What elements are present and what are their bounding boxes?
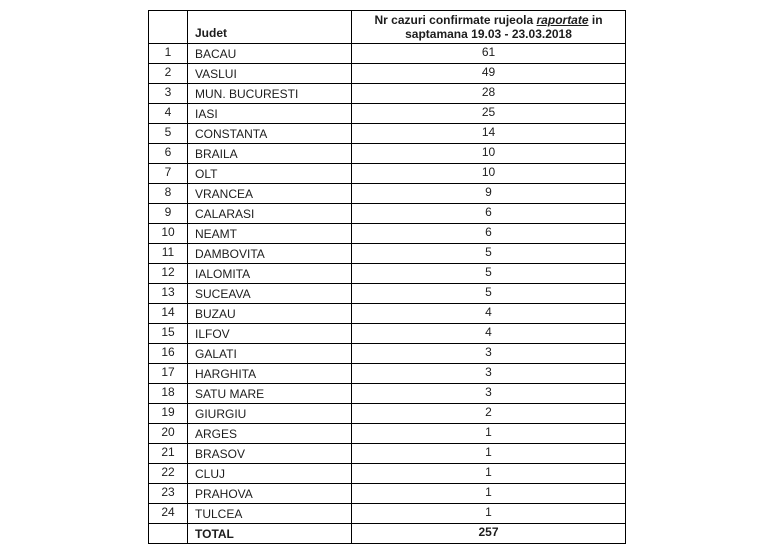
- value-cell: 1: [352, 464, 626, 484]
- header-cell-judet: Judet: [188, 11, 352, 44]
- judet-cell: ILFOV: [188, 324, 352, 344]
- value-cell: 3: [352, 344, 626, 364]
- table-row: [149, 404, 626, 424]
- judet-cell: IALOMITA: [188, 264, 352, 284]
- table-row: [149, 44, 626, 64]
- row-index-cell: 14: [149, 304, 188, 324]
- value-cell: 6: [352, 204, 626, 224]
- row-index-cell: 24: [149, 504, 188, 524]
- title-suffix: in: [588, 13, 603, 27]
- judet-cell: MUN. BUCURESTI: [188, 84, 352, 104]
- judet-cell: VASLUI: [188, 64, 352, 84]
- judet-cell: BUZAU: [188, 304, 352, 324]
- row-index-cell: 15: [149, 324, 188, 344]
- table-row: [149, 344, 626, 364]
- table-row: [149, 244, 626, 264]
- table-title-line2: saptamana 19.03 - 23.03.2018: [405, 27, 572, 41]
- value-cell: 2: [352, 404, 626, 424]
- row-index-cell: 3: [149, 84, 188, 104]
- value-cell: 61: [352, 44, 626, 64]
- value-cell: 4: [352, 324, 626, 344]
- row-index-cell: 21: [149, 444, 188, 464]
- table-row: [149, 124, 626, 144]
- header-cell-index: [149, 11, 188, 44]
- judet-cell: NEAMT: [188, 224, 352, 244]
- value-cell: 14: [352, 124, 626, 144]
- judet-cell: SATU MARE: [188, 384, 352, 404]
- table-row: [149, 324, 626, 344]
- value-cell: 10: [352, 144, 626, 164]
- row-index-cell: 7: [149, 164, 188, 184]
- table-row: [149, 464, 626, 484]
- judet-cell: GIURGIU: [188, 404, 352, 424]
- row-index-cell: 13: [149, 284, 188, 304]
- table-body: [149, 44, 626, 544]
- value-cell: 10: [352, 164, 626, 184]
- title-emphasis: raportate: [536, 13, 589, 27]
- header-cell-title: [352, 11, 626, 44]
- value-cell: 1: [352, 444, 626, 464]
- table-row: [149, 164, 626, 184]
- table-row: [149, 104, 626, 124]
- value-cell: 25: [352, 104, 626, 124]
- row-index-cell: 22: [149, 464, 188, 484]
- table-row: [149, 184, 626, 204]
- table-row: [149, 484, 626, 504]
- measles-cases-table: [148, 10, 626, 544]
- row-index-cell: 2: [149, 64, 188, 84]
- value-cell: 1: [352, 484, 626, 504]
- value-cell: 1: [352, 424, 626, 444]
- judet-cell: CLUJ: [188, 464, 352, 484]
- value-cell: 3: [352, 364, 626, 384]
- judet-cell: CALARASI: [188, 204, 352, 224]
- total-value-cell: 257: [352, 524, 626, 544]
- table-row: [149, 304, 626, 324]
- judet-cell: BRAILA: [188, 144, 352, 164]
- value-cell: 5: [352, 284, 626, 304]
- table-row: [149, 84, 626, 104]
- row-index-cell: 20: [149, 424, 188, 444]
- judet-cell: BACAU: [188, 44, 352, 64]
- row-index-cell: 10: [149, 224, 188, 244]
- value-cell: 5: [352, 244, 626, 264]
- value-cell: 49: [352, 64, 626, 84]
- row-index-cell: 16: [149, 344, 188, 364]
- table-row: [149, 384, 626, 404]
- table-row: [149, 284, 626, 304]
- table-row: [149, 364, 626, 384]
- row-index-cell: 5: [149, 124, 188, 144]
- judet-cell: OLT: [188, 164, 352, 184]
- table-row: [149, 264, 626, 284]
- judet-cell: IASI: [188, 104, 352, 124]
- title-prefix: Nr cazuri confirmate rujeola: [374, 13, 537, 27]
- table-title-line1: [354, 13, 623, 27]
- total-index-cell: [149, 524, 188, 544]
- row-index-cell: 23: [149, 484, 188, 504]
- value-cell: 4: [352, 304, 626, 324]
- value-cell: 9: [352, 184, 626, 204]
- row-index-cell: 19: [149, 404, 188, 424]
- row-index-cell: 18: [149, 384, 188, 404]
- value-cell: 3: [352, 384, 626, 404]
- table-row: [149, 204, 626, 224]
- value-cell: 1: [352, 504, 626, 524]
- judet-cell: BRASOV: [188, 444, 352, 464]
- row-index-cell: 12: [149, 264, 188, 284]
- table-row: [149, 144, 626, 164]
- table-row: [149, 424, 626, 444]
- judet-cell: DAMBOVITA: [188, 244, 352, 264]
- judet-cell: TULCEA: [188, 504, 352, 524]
- judet-cell: ARGES: [188, 424, 352, 444]
- judet-cell: SUCEAVA: [188, 284, 352, 304]
- row-index-cell: 4: [149, 104, 188, 124]
- row-index-cell: 17: [149, 364, 188, 384]
- row-index-cell: 11: [149, 244, 188, 264]
- table-row: [149, 224, 626, 244]
- judet-cell: VRANCEA: [188, 184, 352, 204]
- header-row: [149, 11, 626, 44]
- judet-cell: CONSTANTA: [188, 124, 352, 144]
- table-row: [149, 444, 626, 464]
- table-row: [149, 64, 626, 84]
- judet-cell: HARGHITA: [188, 364, 352, 384]
- value-cell: 5: [352, 264, 626, 284]
- row-index-cell: 8: [149, 184, 188, 204]
- judet-cell: PRAHOVA: [188, 484, 352, 504]
- row-index-cell: 9: [149, 204, 188, 224]
- value-cell: 28: [352, 84, 626, 104]
- row-index-cell: 1: [149, 44, 188, 64]
- table-row: [149, 504, 626, 524]
- total-row: [149, 524, 626, 544]
- row-index-cell: 6: [149, 144, 188, 164]
- total-label-cell: TOTAL: [188, 524, 352, 544]
- value-cell: 6: [352, 224, 626, 244]
- judet-cell: GALATI: [188, 344, 352, 364]
